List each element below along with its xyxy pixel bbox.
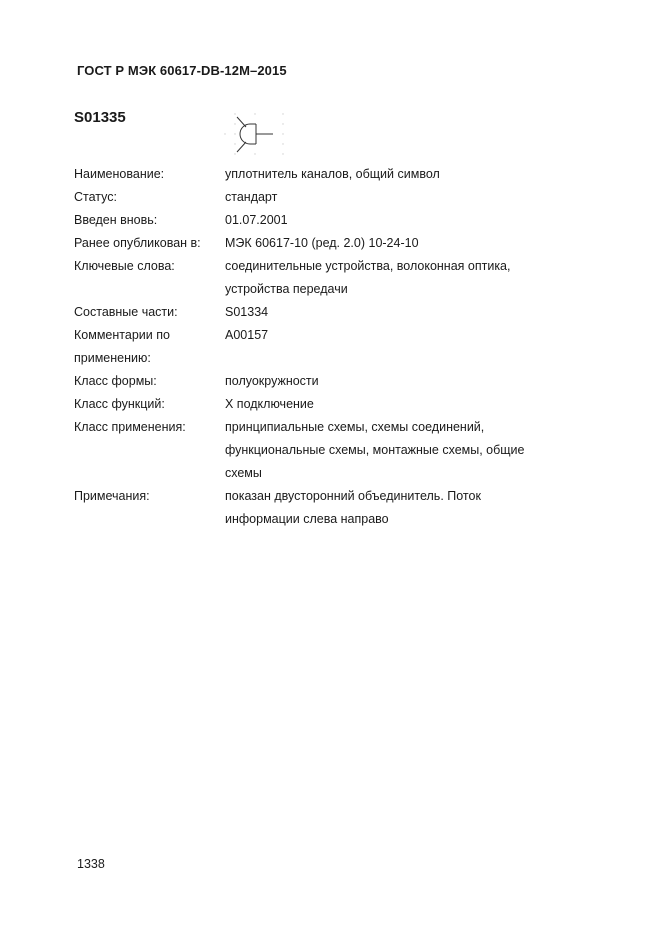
field-shape-class xyxy=(74,370,594,393)
field-label: Составные части: xyxy=(74,305,178,319)
field-name xyxy=(74,163,594,186)
field-value: соединительные устройства, волоконная оптика, xyxy=(225,259,511,273)
field-notes xyxy=(74,485,594,531)
field-value: A00157 xyxy=(225,328,269,342)
field-label: Комментарии по xyxy=(74,328,170,342)
field-label: Класс функций: xyxy=(74,397,165,411)
channel-multiplexer-symbol-icon xyxy=(220,110,290,160)
field-status xyxy=(74,186,594,209)
field-value: устройства передачи xyxy=(225,282,348,296)
page-number: 1338 xyxy=(77,857,105,871)
field-value: МЭК 60617-10 (ред. 2.0) 10-24-10 xyxy=(225,236,419,250)
field-label: Ключевые слова: xyxy=(74,259,175,273)
field-value: стандарт xyxy=(225,190,278,204)
symbol-code: S01335 xyxy=(74,109,126,126)
field-value: функциональные схемы, монтажные схемы, общие xyxy=(225,443,525,457)
field-label: Класс применения: xyxy=(74,420,186,434)
field-value: принципиальные схемы, схемы соединений, xyxy=(225,420,485,434)
field-value: показан двусторонний объединитель. Поток xyxy=(225,489,481,503)
field-previously-published xyxy=(74,232,594,255)
field-label: Примечания: xyxy=(74,489,150,503)
field-value: X подключение xyxy=(225,397,314,411)
field-value: 01.07.2001 xyxy=(225,213,288,227)
field-value: уплотнитель каналов, общий символ xyxy=(225,167,440,181)
field-value: информации слева направо xyxy=(225,512,389,526)
field-keywords xyxy=(74,255,594,301)
field-function-class xyxy=(74,393,594,416)
field-label: Наименование: xyxy=(74,167,165,181)
document-header: ГОСТ Р МЭК 60617-DB-12M–2015 xyxy=(77,63,287,78)
field-value: S01334 xyxy=(225,305,269,319)
field-value: схемы xyxy=(225,466,262,480)
field-components xyxy=(74,301,594,324)
field-value: полуокружности xyxy=(225,374,319,388)
field-label: Введен вновь: xyxy=(74,213,158,227)
field-application-comments xyxy=(74,324,594,370)
field-introduced xyxy=(74,209,594,232)
field-application-class xyxy=(74,416,594,485)
symbol-attributes xyxy=(74,163,594,531)
field-label: Ранее опубликован в: xyxy=(74,236,201,250)
field-label: применению: xyxy=(74,351,151,365)
field-label: Класс формы: xyxy=(74,374,157,388)
field-label: Статус: xyxy=(74,190,117,204)
